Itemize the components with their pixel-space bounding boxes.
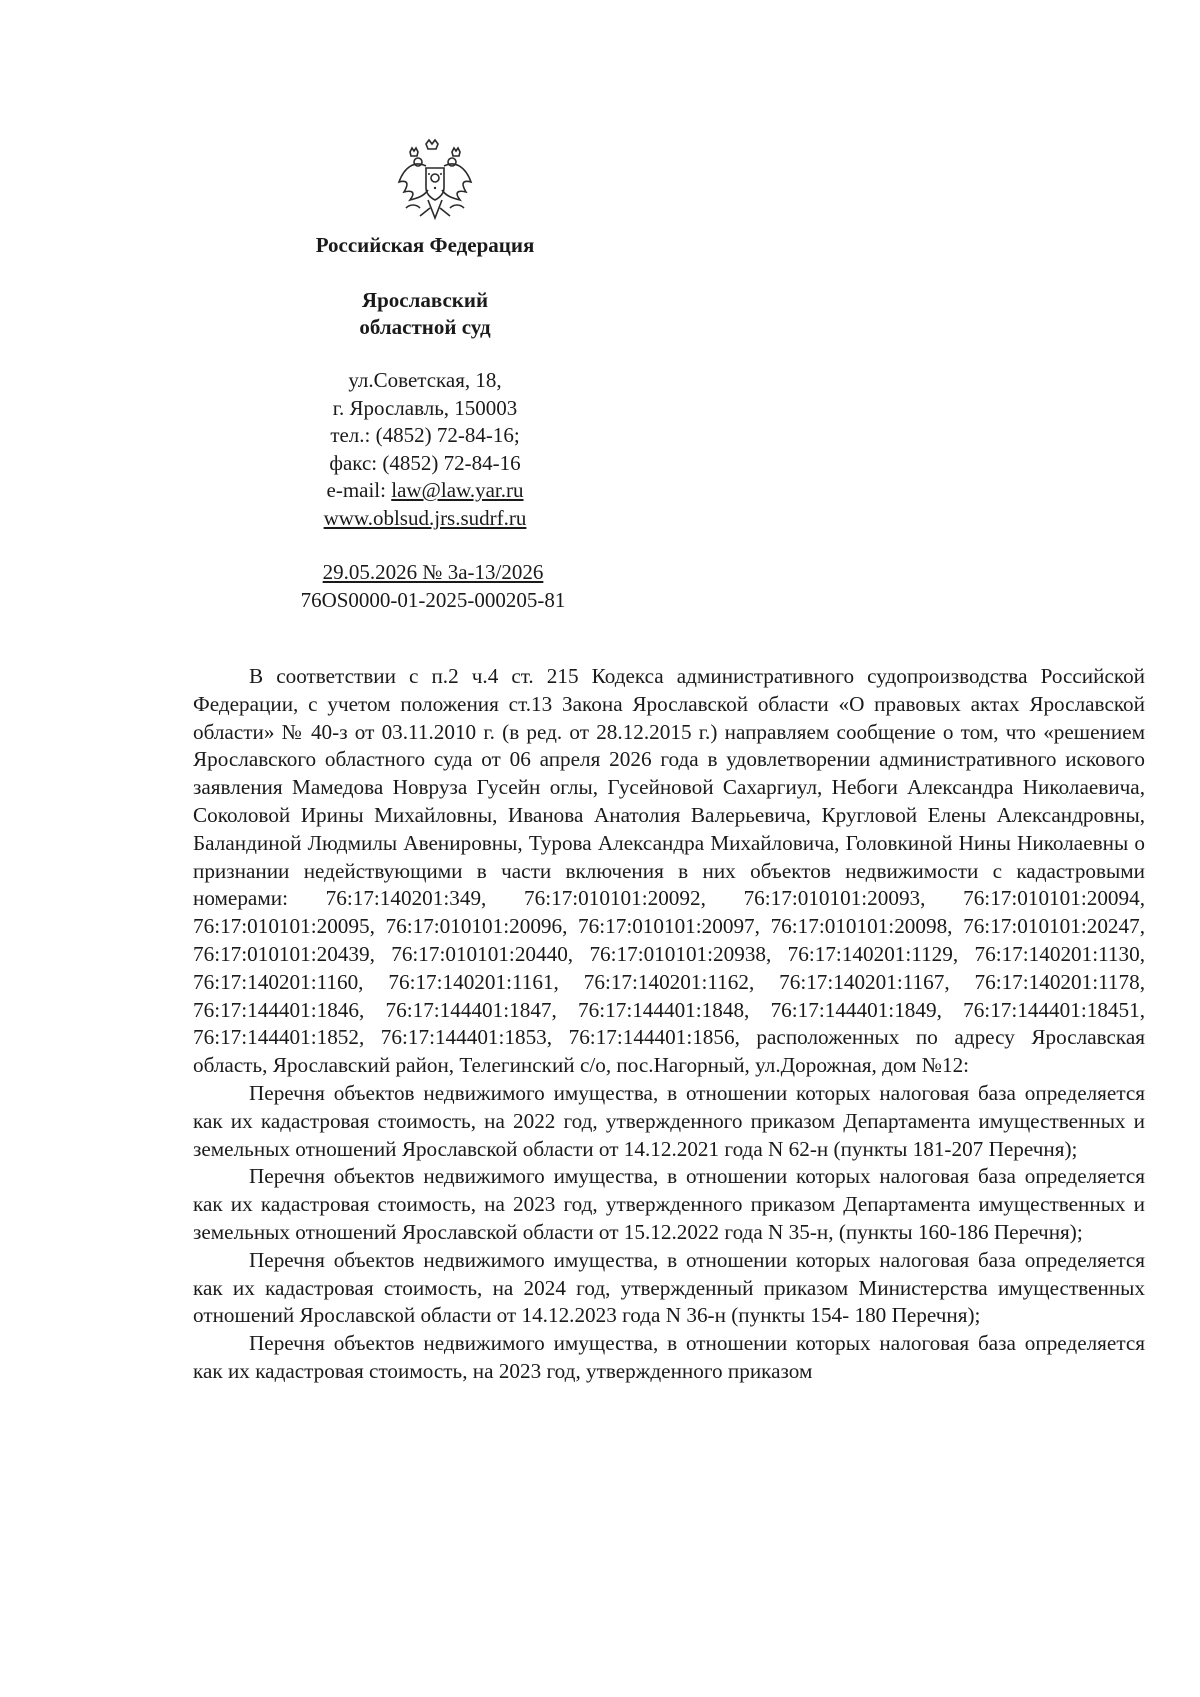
case-uid: 76OS0000-01-2025-000205-81	[300, 588, 566, 612]
paragraph-1: В соответствии с п.2 ч.4 ст. 215 Кодекса административного судопроизводства Российской Федерации, с учетом положения ст.13 Закона Ярославской области «О правовых актах Ярославской области» № 40-з от 03.11.2010 г. (в ред. от 28.12.2015 г.) направляем сообщение о том, что «решением Ярославского областного суда от 06 апреля 2026 года в удовлетворении административного искового заявления Мамедова Новруза Гусейн оглы, Гусейновой Сахаргиул, Небоги Александра Николаевича, Соколовой Ирины Михайловны, Иванова Анатолия Валерьевича, Кругловой Елены Александровны, Баландиной Людмилы Авенировны, Турова Александра Михайловича, Головкиной Нины Николаевны о признании недействующими в части включения в них объектов недвижимости с кадастровыми номерами: 76:17:140201:349, 76:17:010101:20092, 76:17:010101:20093, 76:17:010101:20094, 76:17:010101:20095, 76:17:010101:20096, 76:17:010101:20097, 76:17:010101:20098, 76:17:010101:20247, 76:17:010101:20439, 76:17:010101:20440, 76:17:010101:20938, 76:17:140201:1129, 76:17:140201:1130, 76:17:140201:1160, 76:17:140201:1161, 76:17:140201:1162, 76:17:140201:1167, 76:17:140201:1178, 76:17:144401:1846, 76:17:144401:1847, 76:17:144401:1848, 76:17:144401:1849, 76:17:144401:18451, 76:17:144401:1852, 76:17:144401:1853, 76:17:144401:1856, расположенных по адресу Ярославская область, Ярославский район, Телегинский с/о, пос.Нагорный, ул.Дорожная, дом №12:	[193, 664, 1145, 1078]
website-link[interactable]: www.oblsud.jrs.sudrf.ru	[323, 506, 527, 530]
paragraph-2: Перечня объектов недвижимого имущества, в отношении которых налоговая база определяется как их кадастровая стоимость, на 2022 год, утвержденного приказом Департамента имущественных и земельных отношений Ярославской области от 14.12.2021 года N 62-н (пункты 181-207 Перечня);	[193, 1080, 1145, 1161]
address-city: г. Ярославль, 150003	[332, 396, 518, 420]
email-line	[250, 477, 600, 505]
fax: факс: (4852) 72-84-16	[329, 451, 521, 475]
country-name: Российская Федерация	[315, 233, 535, 257]
paragraph-4: Перечня объектов недвижимого имущества, в отношении которых налоговая база определяется как их кадастровая стоимость, на 2024 год, утвержденный приказом Министерства имущественных отношений Ярославской области от 14.12.2023 года N 36-н (пункты 154- 180 Перечня);	[193, 1247, 1145, 1328]
court-name-line1: Ярославский	[361, 288, 489, 312]
website-line	[250, 505, 600, 533]
paragraph-3: Перечня объектов недвижимого имущества, в отношении которых налоговая база определяется как их кадастровая стоимость, на 2023 год, утвержденного приказом Департамента имущественных и земельных отношений Ярославской области от 15.12.2022 года N 35-н, (пункты 160-186 Перечня);	[193, 1164, 1145, 1244]
coat-of-arms-icon	[396, 138, 474, 224]
paragraph-5: Перечня объектов недвижимого имущества, в отношении которых налоговая база определяется как их кадастровая стоимость, на 2023 год, утвержденного приказом	[193, 1331, 1145, 1383]
email-label: e-mail:	[326, 478, 392, 502]
email-link[interactable]: law@law.yar.ru	[391, 478, 524, 502]
letter-body	[193, 663, 1145, 1386]
phone: тел.: (4852) 72-84-16;	[330, 423, 520, 447]
doc-date-number: 29.05.2026 № 3а-13/2026	[322, 560, 544, 584]
address-street: ул.Советская, 18,	[348, 368, 502, 392]
court-name-line2: областной суд	[359, 315, 491, 339]
